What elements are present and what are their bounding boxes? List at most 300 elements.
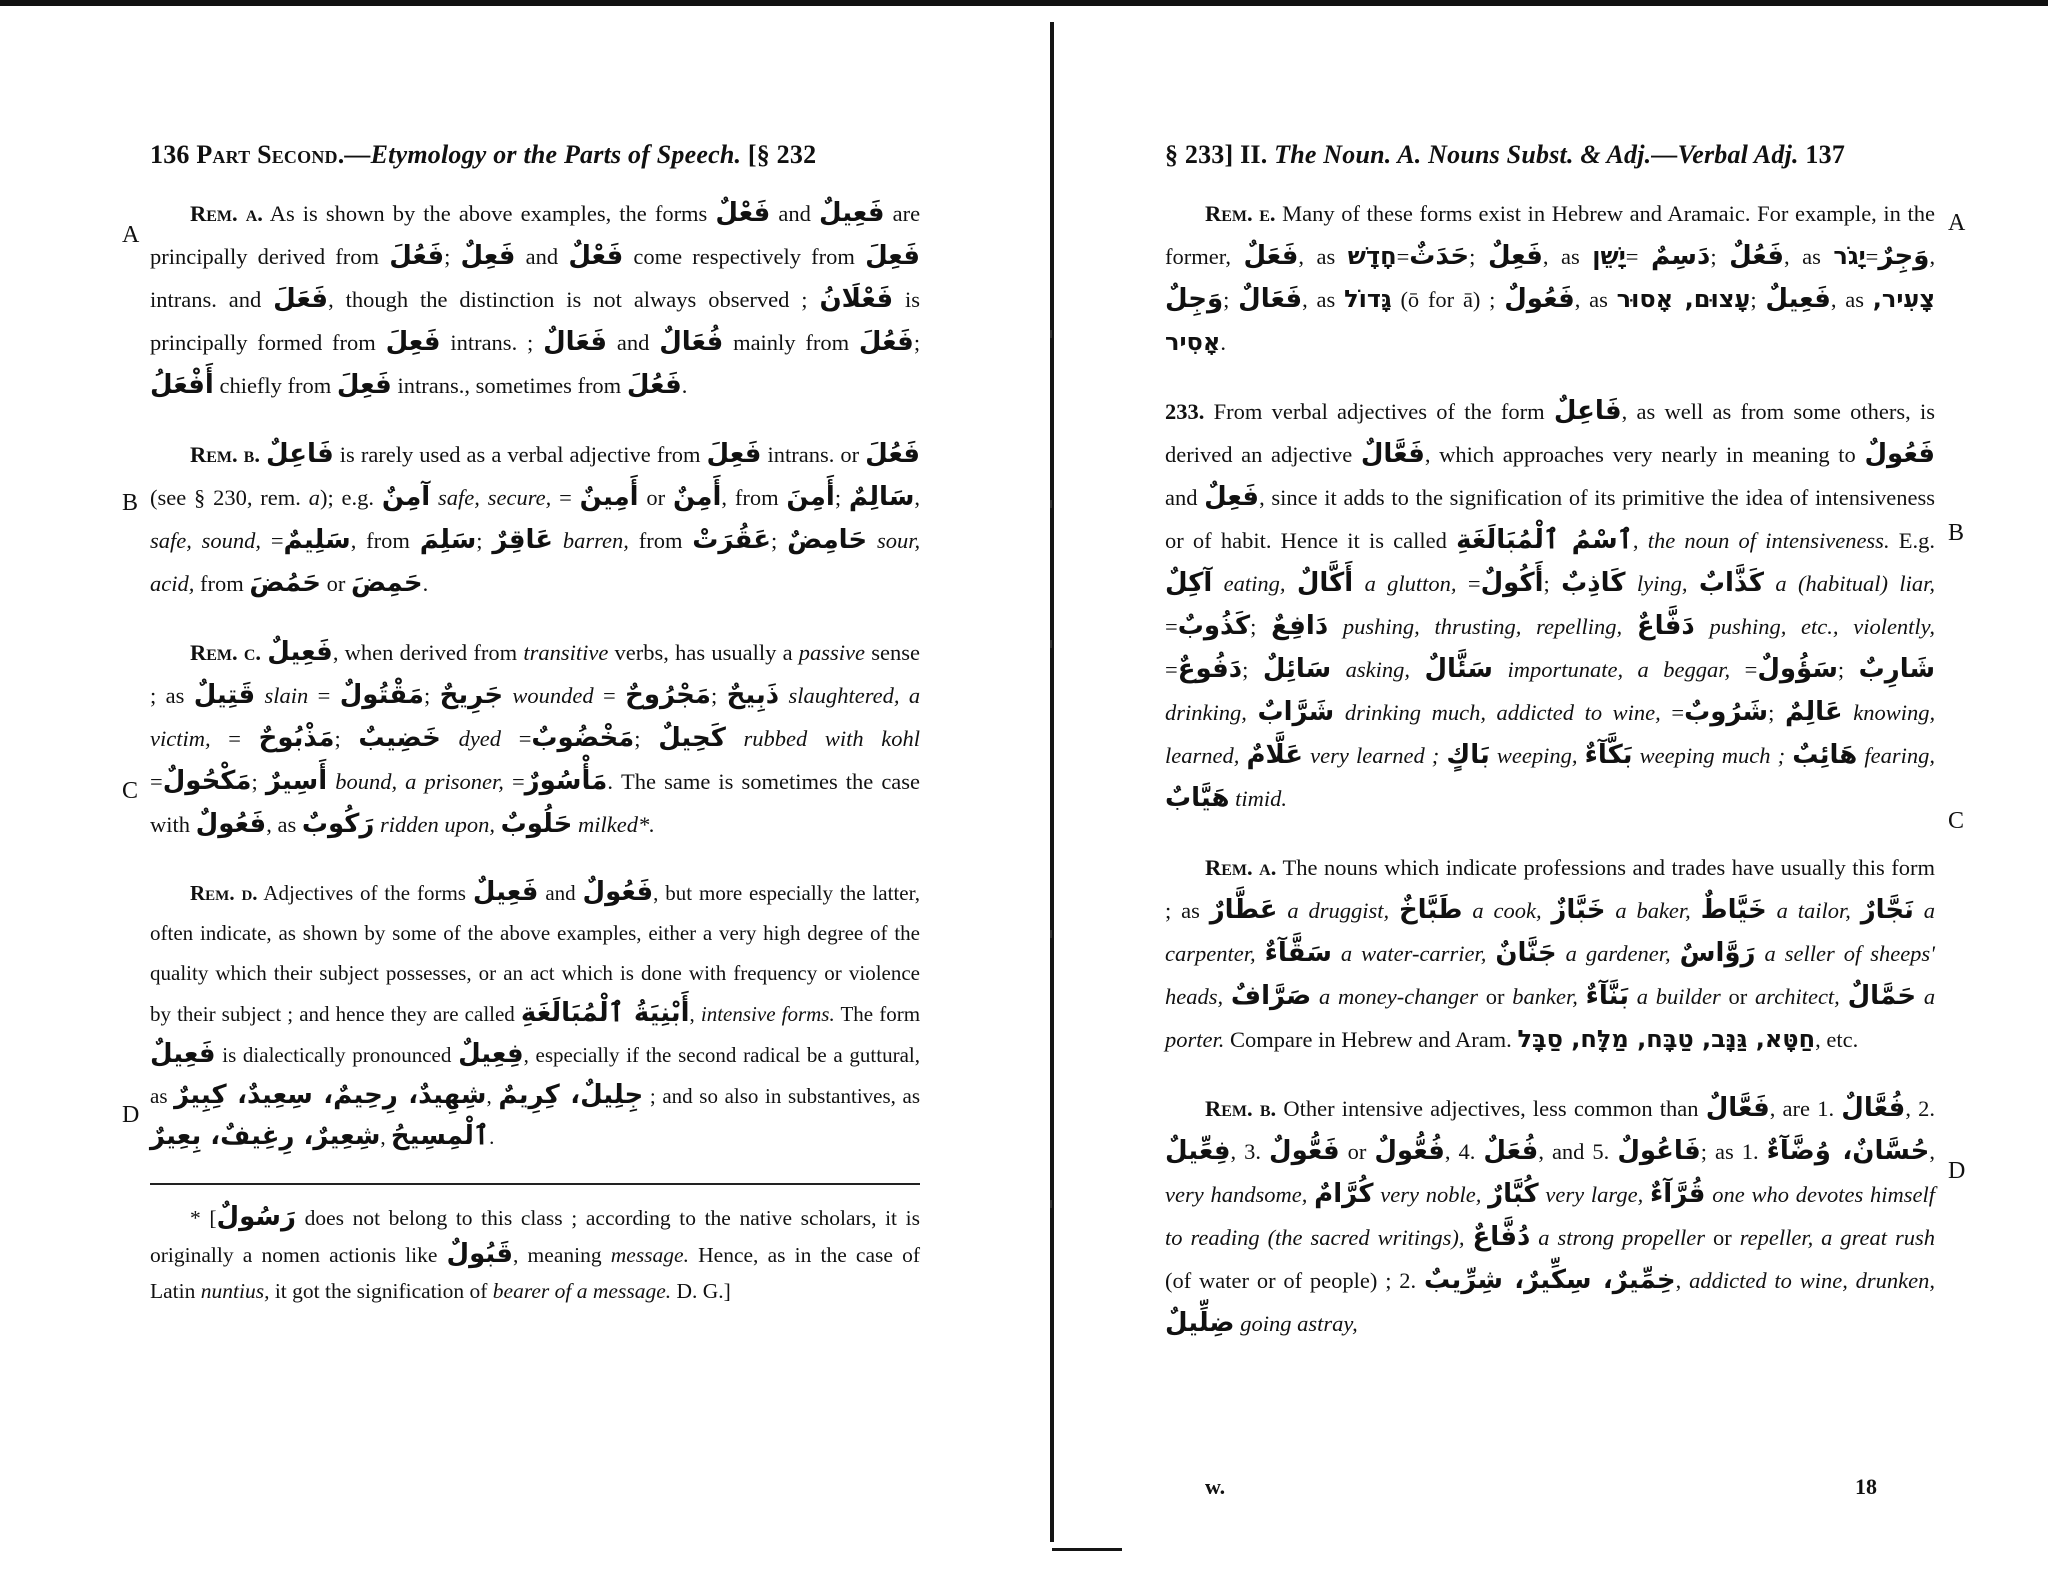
gloss: a glutton, bbox=[1364, 571, 1457, 596]
arabic-form: فُعَالٌ bbox=[659, 327, 724, 357]
margin-letter-c: C bbox=[122, 778, 139, 804]
text: from bbox=[200, 571, 244, 596]
text: , and 5. bbox=[1538, 1139, 1610, 1164]
arabic-form: فَعُلَ bbox=[865, 439, 921, 469]
arabic-form: أَمِينٌ bbox=[579, 482, 639, 512]
text: = bbox=[1625, 244, 1639, 269]
text: verbs, has usually a bbox=[614, 640, 793, 665]
section-number: 233. bbox=[1165, 399, 1205, 424]
text: Hence, as in the case of Latin bbox=[150, 1243, 920, 1303]
gloss: dyed bbox=[458, 726, 502, 751]
gloss: a baker, bbox=[1615, 898, 1691, 923]
text: ; bbox=[834, 485, 842, 510]
text: ; bbox=[1242, 657, 1249, 682]
arabic-form: فَعِلٌ bbox=[460, 241, 516, 271]
text: and bbox=[525, 244, 559, 269]
hebrew-form: חַטָּא, גַּנָּב, טַבָּח, מַלָּח, סַבָּל bbox=[1517, 1025, 1816, 1053]
text: , etc. bbox=[1815, 1027, 1859, 1052]
gloss: barren, bbox=[562, 528, 629, 553]
gloss: very handsome, bbox=[1165, 1182, 1308, 1207]
text: = bbox=[1865, 244, 1879, 269]
text: = bbox=[1671, 700, 1685, 725]
arabic-form: فَعَلٌ bbox=[1243, 241, 1299, 271]
arabic-form: فَعِيلٌ bbox=[472, 877, 539, 907]
text: , meaning bbox=[513, 1243, 602, 1267]
arabic-form: حَمِضَ bbox=[351, 568, 423, 598]
text: , bbox=[486, 1084, 492, 1108]
running-header bbox=[150, 140, 920, 170]
text: and bbox=[778, 201, 811, 226]
hebrew-form: צָעִיר, אָסִיר bbox=[1165, 285, 1936, 356]
arabic-form: فِعِيلٌ bbox=[458, 1039, 524, 1069]
arabic-form: بَنَّآءٌ bbox=[1585, 981, 1630, 1011]
arabic-form: سَلِيمٌ bbox=[283, 525, 351, 555]
gloss: eating, bbox=[1223, 571, 1286, 596]
arabic-form: مَكْحُولٌ bbox=[162, 766, 252, 796]
text: does not belong to this class ; according to the native scholars, it is originally a nomen actionis like bbox=[150, 1206, 920, 1267]
gloss: ridden upon, bbox=[379, 812, 495, 837]
gloss: very learned ; bbox=[1310, 743, 1440, 768]
arabic-form: دَفَّاعٌ bbox=[1636, 611, 1695, 641]
text: or bbox=[326, 571, 346, 596]
part-label: Part Second. bbox=[196, 140, 345, 169]
text: , as bbox=[1542, 244, 1580, 269]
arabic-form: بَكَّآءٌ bbox=[1584, 740, 1633, 770]
arabic-form: فُعَلٌ bbox=[1483, 1136, 1539, 1166]
text: = bbox=[1165, 657, 1178, 682]
margin-letter-b: B bbox=[1948, 520, 1965, 546]
text: = bbox=[1396, 244, 1410, 269]
arabic-form: آمِنٌ bbox=[381, 482, 431, 512]
arabic-form: عَطَّارٌ bbox=[1209, 895, 1278, 925]
text: or bbox=[646, 485, 666, 510]
arabic-form: عَاقِرٌ bbox=[492, 525, 554, 555]
arabic-form: فَعْلَانُ bbox=[819, 284, 894, 314]
footnote-rule bbox=[150, 1183, 920, 1185]
text: (of water or of people) ; 2. bbox=[1165, 1268, 1417, 1293]
arabic-form: حُسَّانٌ، وُضَّآءٌ bbox=[1766, 1136, 1930, 1166]
gloss: knowing, learned, bbox=[1165, 700, 1936, 768]
text: intrans. and bbox=[150, 287, 262, 312]
sheet-number: 18 bbox=[1855, 1474, 1877, 1499]
arabic-form: خَيَّاطٌ bbox=[1700, 895, 1767, 925]
gloss: a gardener, bbox=[1565, 941, 1671, 966]
gloss: milked*. bbox=[578, 812, 655, 837]
text: Many of these forms exist in Hebrew and Aramaic. For example, in the former, bbox=[1165, 201, 1936, 269]
gloss: one who devotes himself to reading (the sacred writings), bbox=[1165, 1182, 1936, 1250]
text: , as bbox=[1302, 287, 1336, 312]
arabic-form: فَعِيلٌ bbox=[818, 198, 885, 228]
running-header bbox=[1165, 140, 1935, 170]
arabic-form: فَعِلَ bbox=[706, 439, 762, 469]
arabic-form: صَرَّافٌ bbox=[1230, 981, 1312, 1011]
arabic-form: حَامِضٌ bbox=[787, 525, 868, 555]
remark-a bbox=[150, 192, 920, 407]
margin-letter-b: B bbox=[122, 490, 139, 516]
text: ; bbox=[334, 726, 341, 751]
arabic-form: فَعُلَ bbox=[389, 241, 445, 271]
gutter-mark bbox=[1050, 330, 1052, 338]
arabic-form: بَاكٍ bbox=[1446, 740, 1490, 770]
text: , though the distinction is not always observed ; bbox=[328, 287, 808, 312]
gloss: safe, sound, bbox=[150, 528, 262, 553]
arabic-form: سَالِمٌ bbox=[848, 482, 915, 512]
text: ; and so also in substantives, as bbox=[649, 1084, 921, 1108]
text: ; as 1. bbox=[1700, 1139, 1759, 1164]
text: . bbox=[1220, 330, 1226, 355]
gloss: architect, bbox=[1755, 984, 1840, 1009]
gutter-mark bbox=[1050, 640, 1052, 648]
arabic-form: خِمِّيرٌ، سِكِّيرٌ، شِرِّيبٌ bbox=[1423, 1265, 1676, 1295]
gloss: a water-carrier, bbox=[1340, 941, 1487, 966]
page-number: 136 bbox=[150, 140, 190, 169]
arabic-form: رَكُوبٌ bbox=[301, 809, 375, 839]
arabic-form: حَدَثٌ bbox=[1409, 241, 1470, 271]
arabic-form: وَجِلٌ bbox=[1165, 284, 1224, 314]
arabic-form: هَائِبٌ bbox=[1792, 740, 1858, 770]
arabic-form: شِعِيرٌ، رِغِيفٌ، بِعِيرٌ bbox=[150, 1121, 381, 1151]
text: , bbox=[689, 1002, 695, 1026]
margin-letter-d: D bbox=[122, 1102, 140, 1128]
signature-mark: w. bbox=[1205, 1474, 1226, 1499]
arabic-form: فَعُولٌ bbox=[1504, 284, 1575, 314]
remark-a bbox=[1165, 846, 1935, 1061]
text: the noun of intensiveness. bbox=[1647, 528, 1890, 553]
arabic-form: مَخْضُوبٌ bbox=[531, 723, 635, 753]
text: , which approaches very nearly in meaning to bbox=[1424, 442, 1856, 467]
gloss: timid. bbox=[1235, 786, 1288, 811]
text: = bbox=[518, 726, 532, 751]
remark-e bbox=[1165, 192, 1935, 364]
gloss: a builder bbox=[1636, 984, 1721, 1009]
gloss: very large, bbox=[1545, 1182, 1644, 1207]
arabic-form: شَرَّابٌ bbox=[1257, 697, 1335, 727]
text: ; bbox=[711, 683, 718, 708]
arabic-form: فَعْلٌ bbox=[568, 241, 624, 271]
scan-top-edge bbox=[0, 0, 2048, 6]
gutter-mark bbox=[1050, 930, 1052, 938]
text: ; bbox=[913, 330, 921, 355]
text: (see § 230, rem. bbox=[150, 485, 301, 510]
arabic-form: نَجَّارٌ bbox=[1860, 895, 1914, 925]
text: or bbox=[1347, 1139, 1367, 1164]
left-page bbox=[150, 140, 920, 1540]
arabic-form: سَئَّالٌ bbox=[1424, 654, 1494, 684]
margin-letter-c: C bbox=[1948, 808, 1965, 834]
text: and bbox=[1165, 485, 1198, 510]
remark-label: Rem. a. bbox=[190, 201, 263, 226]
text: The nouns which indicate professions and trades have usually this form ; as bbox=[1165, 855, 1936, 923]
gloss: a druggist, bbox=[1287, 898, 1390, 923]
text: transitive bbox=[523, 640, 609, 665]
header-title: The Noun. A. Nouns Subst. & Adj.—Verbal Adj. bbox=[1274, 140, 1799, 169]
text: , as bbox=[1298, 244, 1336, 269]
text: , from bbox=[350, 528, 410, 553]
hebrew-form: גָּדוֹל bbox=[1344, 285, 1392, 313]
gloss: a strong propeller bbox=[1538, 1225, 1706, 1250]
text: intrans., sometimes from bbox=[397, 373, 622, 398]
text: , but more especially the latter, often indicate, as shown by some of the above examples, either a very high degree of the quality which their subject possesses, or an act which is done with frequency or violence by their subject ; and hence they are called bbox=[150, 881, 921, 1026]
arabic-form: أَمِنٌ bbox=[672, 482, 722, 512]
text: , as bbox=[1784, 244, 1821, 269]
arabic-form: آكِلٌ bbox=[1165, 568, 1213, 598]
remark-label: Rem. b. bbox=[190, 442, 260, 467]
arabic-form: فَعِلٌ bbox=[1204, 482, 1260, 512]
arabic-form: دُفَّاعٌ bbox=[1472, 1222, 1531, 1252]
arabic-form: جَنَّانٌ bbox=[1495, 938, 1557, 968]
text: passive bbox=[798, 640, 866, 665]
text: , 2. bbox=[1905, 1096, 1935, 1121]
arabic-form: دَافِعٌ bbox=[1271, 611, 1329, 641]
arabic-form: قُرَّآءٌ bbox=[1650, 1179, 1706, 1209]
text: , bbox=[1632, 528, 1639, 553]
arabic-form: ٱلْمِسِيحُ bbox=[390, 1121, 490, 1151]
text: D. G.] bbox=[676, 1279, 731, 1303]
text: . bbox=[422, 571, 429, 596]
text: mainly from bbox=[733, 330, 850, 355]
arabic-form: جِلِيلٌ، كِرِيمٌ bbox=[498, 1080, 644, 1110]
text: intrans. ; bbox=[450, 330, 534, 355]
text: ; bbox=[1250, 614, 1257, 639]
gloss: wounded bbox=[512, 683, 594, 708]
arabic-form: خَضِيبٌ bbox=[358, 723, 441, 753]
margin-letter-a: A bbox=[1948, 210, 1966, 236]
text: ; bbox=[771, 528, 778, 553]
text: and bbox=[545, 881, 576, 905]
text: E.g. bbox=[1898, 528, 1936, 553]
gloss: rubbed with kohl bbox=[743, 726, 921, 751]
arabic-form: حَمَّالٌ bbox=[1847, 981, 1917, 1011]
arabic-form: سَؤُولٌ bbox=[1757, 654, 1838, 684]
text: nuntius, bbox=[200, 1279, 270, 1303]
text: ; bbox=[251, 769, 258, 794]
section-ref: [§ 232 bbox=[747, 140, 817, 169]
arabic-form: فَعِيلٌ bbox=[150, 1039, 216, 1069]
text: intensive forms. bbox=[700, 1002, 835, 1026]
arabic-form: فَعِلَ bbox=[865, 241, 920, 271]
text: bearer of a message. bbox=[492, 1279, 672, 1303]
text: or bbox=[1713, 1225, 1732, 1250]
arabic-form: مَجْرُوحٌ bbox=[625, 680, 712, 710]
gloss: weeping much ; bbox=[1639, 743, 1786, 768]
arabic-form: كُرَّامٌ bbox=[1314, 1179, 1374, 1209]
gloss: a (habitual) liar, bbox=[1775, 571, 1936, 596]
text: ; bbox=[1750, 287, 1757, 312]
arabic-form: فَعِلَ bbox=[336, 370, 392, 400]
arabic-form: أَكَّالٌ bbox=[1296, 568, 1354, 598]
footnote bbox=[150, 1199, 920, 1309]
arabic-form: فَعُولٌ bbox=[1864, 439, 1936, 469]
text: = bbox=[603, 683, 616, 708]
remark-c bbox=[150, 631, 920, 846]
gloss: addicted to wine, drunken, bbox=[1689, 1268, 1935, 1293]
text: ; bbox=[476, 528, 483, 553]
gloss: a cook, bbox=[1472, 898, 1542, 923]
text: from bbox=[638, 528, 683, 553]
part-label: II. bbox=[1240, 140, 1268, 169]
gloss: going astray, bbox=[1240, 1311, 1358, 1336]
text: , 4. bbox=[1444, 1139, 1476, 1164]
text: is principally formed from bbox=[150, 287, 921, 355]
gloss: importunate, a beggar, bbox=[1507, 657, 1731, 682]
arabic-form: قَتِيلٌ bbox=[193, 680, 256, 710]
book-gutter-foot bbox=[1052, 1548, 1122, 1551]
text: Adjectives of the forms bbox=[263, 881, 466, 905]
hebrew-form: עָצוּם, אָסוּר bbox=[1616, 285, 1751, 313]
text: message. bbox=[610, 1243, 689, 1267]
text: , especially if the second radical be a guttural, as bbox=[150, 1043, 921, 1108]
arabic-form: رَوَّاسٌ bbox=[1679, 938, 1756, 968]
remark-label: Rem. b. bbox=[1205, 1096, 1277, 1121]
gloss: pushing, thrusting, repelling, bbox=[1342, 614, 1623, 639]
text: , are 1. bbox=[1769, 1096, 1835, 1121]
text: * [ bbox=[190, 1206, 217, 1230]
text: Other intensive adjectives, less common than bbox=[1283, 1096, 1699, 1121]
text: = bbox=[1467, 571, 1481, 596]
text: chiefly from bbox=[219, 373, 332, 398]
arabic-form: عَالِمٌ bbox=[1784, 697, 1843, 727]
gloss: fearing, bbox=[1864, 743, 1935, 768]
gloss: sour, acid, bbox=[150, 528, 921, 596]
text: or bbox=[1728, 984, 1748, 1009]
arabic-form: شَرُوبٌ bbox=[1684, 697, 1769, 727]
remark-b bbox=[150, 433, 920, 605]
hebrew-form: חָדָשׁ bbox=[1347, 242, 1397, 270]
text: . bbox=[681, 373, 688, 398]
arabic-form: أَمِنَ bbox=[786, 482, 835, 512]
gloss: a tailor, bbox=[1776, 898, 1851, 923]
text: = bbox=[228, 726, 241, 751]
arabic-form: فَعُولٌ bbox=[582, 877, 654, 907]
arabic-form: فَعَّالٌ bbox=[1360, 439, 1425, 469]
text: ; bbox=[1469, 244, 1476, 269]
arabic-form: شَارِبٌ bbox=[1858, 654, 1936, 684]
remark-label: Rem. a. bbox=[1205, 855, 1277, 880]
text: = bbox=[559, 485, 572, 510]
text: , when derived from bbox=[332, 640, 518, 665]
text: come respectively from bbox=[633, 244, 855, 269]
text: , as bbox=[1574, 287, 1608, 312]
text: ; bbox=[424, 683, 431, 708]
arabic-form: طَبَّاخٌ bbox=[1398, 895, 1463, 925]
text: , bbox=[380, 1125, 386, 1149]
arabic-form: فَعِلَ bbox=[385, 327, 441, 357]
arabic-form: أَفْعَلُ bbox=[150, 370, 214, 400]
arabic-form: خَبَّازٌ bbox=[1551, 895, 1606, 925]
text: is dialectically pronounced bbox=[222, 1043, 452, 1067]
text: = bbox=[317, 683, 331, 708]
arabic-form: سَقَّآءٌ bbox=[1264, 938, 1332, 968]
arabic-form: أَكُولٌ bbox=[1480, 568, 1544, 598]
arabic-form: عَقُرَتْ bbox=[692, 525, 772, 555]
text: , since it adds to the signification of its primitive the idea of intensiveness or of habit. Hence it is called bbox=[1165, 485, 1935, 553]
arabic-form: فِعِّيلٌ bbox=[1165, 1136, 1231, 1166]
gloss: very noble, bbox=[1380, 1182, 1482, 1207]
text: or bbox=[1485, 984, 1505, 1009]
text: = bbox=[1165, 614, 1178, 639]
gloss: slain bbox=[264, 683, 309, 708]
text: , as bbox=[266, 812, 297, 837]
arabic-form: دَسِمٌ bbox=[1651, 241, 1711, 271]
text: From verbal adjectives of the form bbox=[1213, 399, 1545, 424]
text: = bbox=[1744, 657, 1758, 682]
arabic-form: فُعُّولٌ bbox=[1374, 1136, 1445, 1166]
gloss: drinking, bbox=[1165, 700, 1247, 725]
arabic-form: شِهِيدٌ، رِحِيمٌ، سِعِيدٌ، كِبِيرٌ bbox=[174, 1080, 487, 1110]
text: As is shown by the above examples, the forms bbox=[269, 201, 708, 226]
arabic-form: عَلَّامٌ bbox=[1246, 740, 1304, 770]
arabic-form: فَاعِلٌ bbox=[1553, 396, 1622, 426]
gloss: a carpenter, bbox=[1165, 898, 1936, 966]
gloss: safe, secure, bbox=[438, 485, 552, 510]
text: Compare in Hebrew and Aram. bbox=[1230, 1027, 1512, 1052]
arabic-form: قَبُولٌ bbox=[446, 1239, 514, 1269]
text: . The same is sometimes the case with bbox=[150, 769, 921, 837]
text: ); e.g. bbox=[319, 485, 374, 510]
text: , from bbox=[721, 485, 779, 510]
gloss: banker, bbox=[1512, 984, 1578, 1009]
arabic-form: فَاعُولٌ bbox=[1617, 1136, 1701, 1166]
remark-b bbox=[1165, 1087, 1935, 1345]
text: = bbox=[150, 769, 163, 794]
book-gutter bbox=[1050, 22, 1054, 1542]
section-233 bbox=[1165, 390, 1935, 820]
arabic-form: فَعُلَ bbox=[858, 327, 914, 357]
arabic-form: فَعَلَ bbox=[273, 284, 329, 314]
text: ; bbox=[1837, 657, 1845, 682]
arabic-form: هَيَّابٌ bbox=[1165, 783, 1230, 813]
arabic-form: أَسِيرٌ bbox=[265, 766, 328, 796]
section-ref: § 233] bbox=[1165, 140, 1234, 169]
text: ; bbox=[1768, 700, 1775, 725]
text: and bbox=[616, 330, 650, 355]
gloss: pushing, etc., violently, bbox=[1709, 614, 1936, 639]
arabic-form: كَاذِبٌ bbox=[1561, 568, 1626, 598]
text: , bbox=[914, 485, 921, 510]
arabic-form: فَعُلَ bbox=[626, 370, 682, 400]
text: sense ; as bbox=[150, 640, 921, 708]
arabic-form: دَفُوعٌ bbox=[1177, 654, 1243, 684]
margin-letter-a: A bbox=[122, 222, 140, 248]
text: ; bbox=[634, 726, 641, 751]
arabic-form: فَعَّالٌ bbox=[1705, 1093, 1770, 1123]
arabic-form: حَمُضَ bbox=[249, 568, 322, 598]
gloss: asking, bbox=[1345, 657, 1411, 682]
text: ; bbox=[1543, 571, 1550, 596]
arabic-form: فَعُولٌ bbox=[195, 809, 267, 839]
header-title: —Etymology or the Parts of Speech. bbox=[344, 140, 742, 169]
arabic-form: مَذْبُوحٌ bbox=[258, 723, 335, 753]
arabic-form: سَلِمَ bbox=[419, 525, 477, 555]
text: . bbox=[489, 1125, 495, 1149]
arabic-form: فَعْلٌ bbox=[715, 198, 771, 228]
right-page bbox=[1165, 140, 1935, 1540]
text: , as well as from some others, is derived an adjective bbox=[1165, 399, 1935, 467]
arabic-form: مَأْسُورٌ bbox=[524, 766, 608, 796]
margin-letter-d: D bbox=[1948, 1158, 1966, 1184]
arabic-form: فَعَالٌ bbox=[543, 327, 608, 357]
arabic-form: وَجِرٌ bbox=[1878, 241, 1930, 271]
arabic-form: سَائِلٌ bbox=[1262, 654, 1332, 684]
arabic-form: فَعُّولٌ bbox=[1269, 1136, 1340, 1166]
gloss: repeller, a great rush bbox=[1739, 1225, 1936, 1250]
arabic-form: ٱسْمُ ٱلْمُبَالَغَةِ bbox=[1456, 525, 1633, 555]
gloss: a seller of sheeps' heads, bbox=[1165, 941, 1935, 1009]
text: , as bbox=[1830, 287, 1865, 312]
arabic-form: رَسُولٌ bbox=[216, 1202, 296, 1232]
text: are principally derived from bbox=[150, 201, 921, 269]
text: , bbox=[1929, 1139, 1936, 1164]
